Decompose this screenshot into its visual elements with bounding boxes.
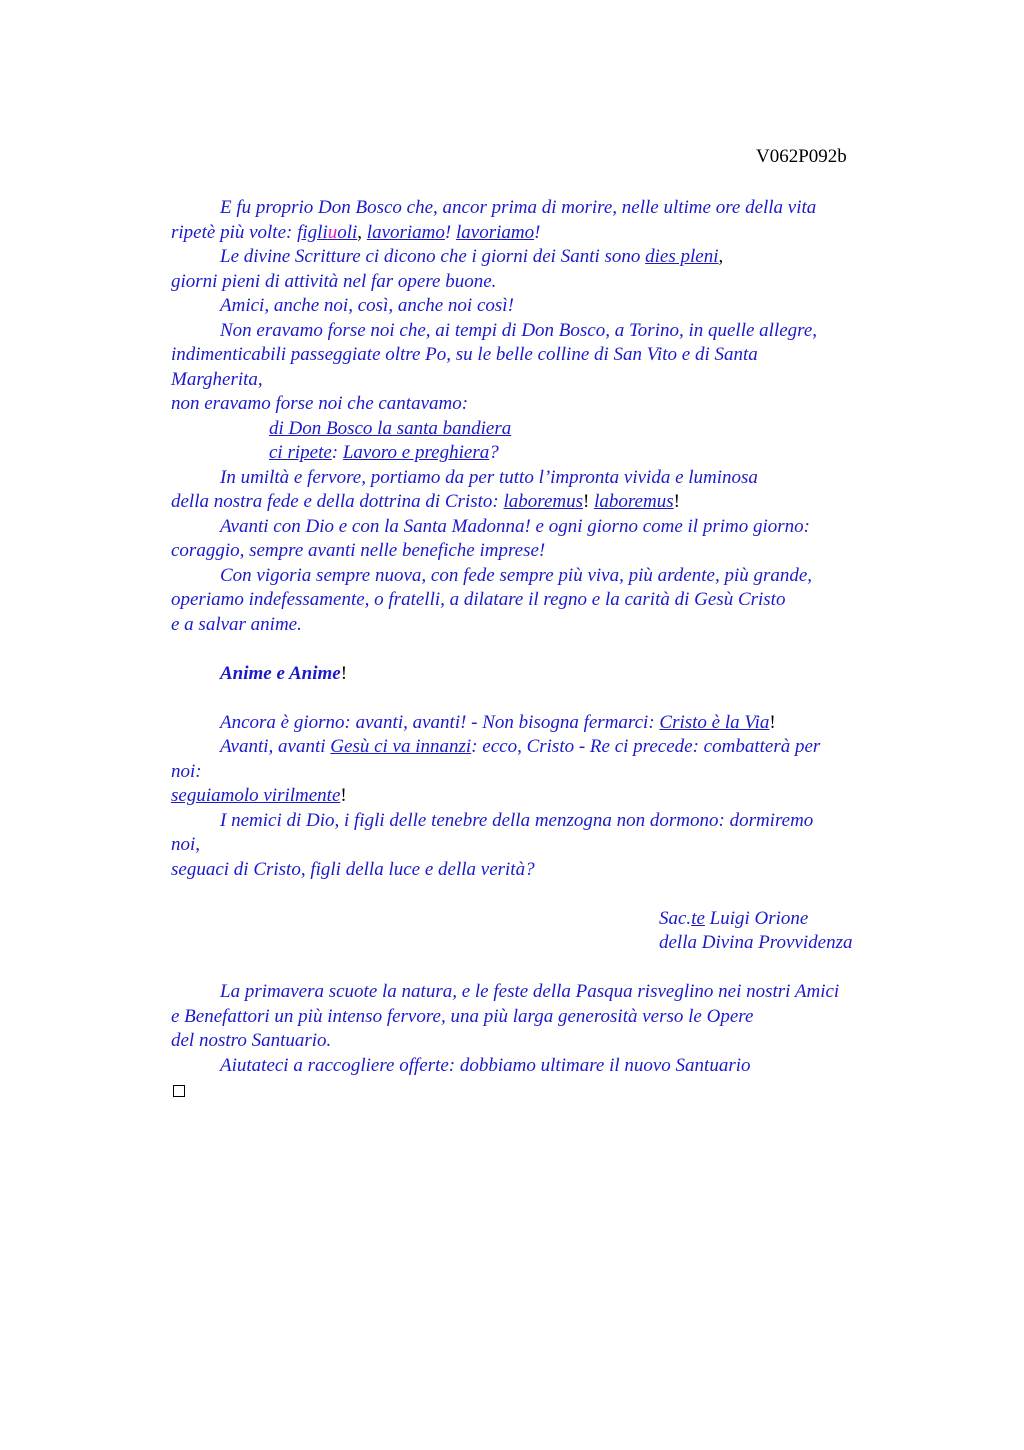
text-line: del nostro Santuario. <box>171 1030 332 1051</box>
square-box-icon <box>173 1085 185 1097</box>
text-line: In umiltà e fervore, portiamo da per tutto l’impronta vivida e luminosa <box>220 466 758 488</box>
text-span: ripetè più volte: <box>171 221 298 243</box>
punctuation: ? <box>489 442 499 463</box>
underlined-phrase: di Don Bosco la santa bandiera <box>269 417 512 439</box>
text-line: indimenticabili passeggiate oltre Po, su le belle colline di San Vito e di Santa <box>171 344 758 365</box>
punctuation: ! <box>769 711 776 733</box>
text-line: Con vigoria sempre nuova, con fede sempre più viva, più ardente, più grande, <box>220 564 813 586</box>
text-span: Avanti, avanti <box>220 736 331 757</box>
highlighted-letter: u <box>327 221 338 243</box>
punctuation: ! <box>340 662 348 684</box>
blank-line <box>171 637 931 662</box>
text-line: seguaci di Cristo, figli della luce e della verità? <box>171 858 535 880</box>
underlined-word <box>297 222 357 243</box>
text-line: Amici, anche noi, così, anche noi così! <box>220 295 514 316</box>
text-span: figli <box>297 221 328 243</box>
underlined-word: laboremus <box>503 491 584 512</box>
text-span: Le divine Scritture ci dicono che i giorni dei Santi sono <box>220 246 646 267</box>
text-span: oli <box>337 221 358 243</box>
underlined-phrase: ci ripete <box>269 442 332 463</box>
underlined-phrase: Lavoro e preghiera <box>342 442 490 463</box>
text-line: Avanti con Dio e con la Santa Madonna! e ogni giorno come il primo giorno: <box>220 515 810 537</box>
text-line: e a salvar anime. <box>171 613 302 635</box>
underlined-phrase: seguiamolo virilmente <box>171 785 341 806</box>
text-span: : ecco, Cristo - Re ci precede: combatterà per <box>471 736 821 757</box>
text-line <box>171 490 931 515</box>
song-line <box>171 417 931 442</box>
underlined-word: laboremus <box>594 491 674 512</box>
underlined-abbreviation: te <box>691 907 705 929</box>
text-line: noi: <box>171 760 202 782</box>
text-line: La primavera scuote la natura, e le feste della Pasqua risveglino nei nostri Amici <box>220 981 840 1002</box>
text-line: e Benefattori un più intenso fervore, una più larga generosità verso le Opere <box>171 1005 754 1027</box>
text-line <box>171 711 931 736</box>
underlined-phrase: Cristo è la Via <box>659 711 770 733</box>
underlined-phrase: Gesù ci va innanzi <box>330 736 472 757</box>
blank-line <box>171 686 931 711</box>
punctuation: ! <box>534 221 541 243</box>
punctuation: , <box>718 246 724 267</box>
text-span: della nostra fede e della dottrina di Cristo: <box>171 491 504 512</box>
punctuation: ! <box>583 491 590 512</box>
text-line: E fu proprio Don Bosco che, ancor prima di morire, nelle ultime ore della vita <box>220 197 817 218</box>
text-line <box>171 221 931 246</box>
song-line <box>171 441 931 466</box>
heading-text: Anime e Anime <box>220 662 341 684</box>
text-line <box>171 784 931 809</box>
blank-line <box>171 956 931 981</box>
text-line: Non eravamo forse noi che, ai tempi di Don Bosco, a Torino, in quelle allegre, <box>220 319 818 341</box>
blank-line <box>171 882 931 907</box>
text-line: coraggio, sempre avanti nelle benefiche imprese! <box>171 540 546 561</box>
text-line: noi, <box>171 834 201 855</box>
signature-line: della Divina Provvidenza <box>659 932 853 953</box>
text-span: Sac. <box>659 907 692 929</box>
text-line <box>171 735 931 760</box>
punctuation: : <box>331 442 343 463</box>
punctuation: ! <box>340 785 347 806</box>
underlined-word: lavoriamo <box>455 221 535 243</box>
punctuation: , <box>357 221 363 243</box>
text-line <box>171 245 931 270</box>
text-line: operiamo indefessamente, o fratelli, a dilatare il regno e la carità di Gesù Cristo <box>171 589 786 610</box>
text-line <box>171 1078 931 1103</box>
text-span: Luigi Orione <box>704 907 809 929</box>
text-line: Margherita, <box>171 368 263 390</box>
text-line: Aiutateci a raccogliere offerte: dobbiamo ultimare il nuovo Santuario <box>220 1054 751 1076</box>
punctuation: ! <box>673 491 680 512</box>
punctuation: ! <box>444 221 452 243</box>
document-body <box>171 196 931 1103</box>
reference-code: V062P092b <box>756 146 847 167</box>
text-line: non eravamo forse noi che cantavamo: <box>171 393 469 414</box>
section-heading <box>171 662 931 687</box>
text-line: giorni pieni di attività nel far opere buone. <box>171 270 497 292</box>
signature-line <box>171 907 931 932</box>
text-line: I nemici di Dio, i figli delle tenebre della menzogna non dormono: dormiremo <box>220 809 814 831</box>
underlined-word: dies pleni <box>645 246 719 267</box>
underlined-word: lavoriamo <box>366 221 445 243</box>
text-span: Ancora è giorno: avanti, avanti! - Non bisogna fermarci: <box>220 711 660 733</box>
